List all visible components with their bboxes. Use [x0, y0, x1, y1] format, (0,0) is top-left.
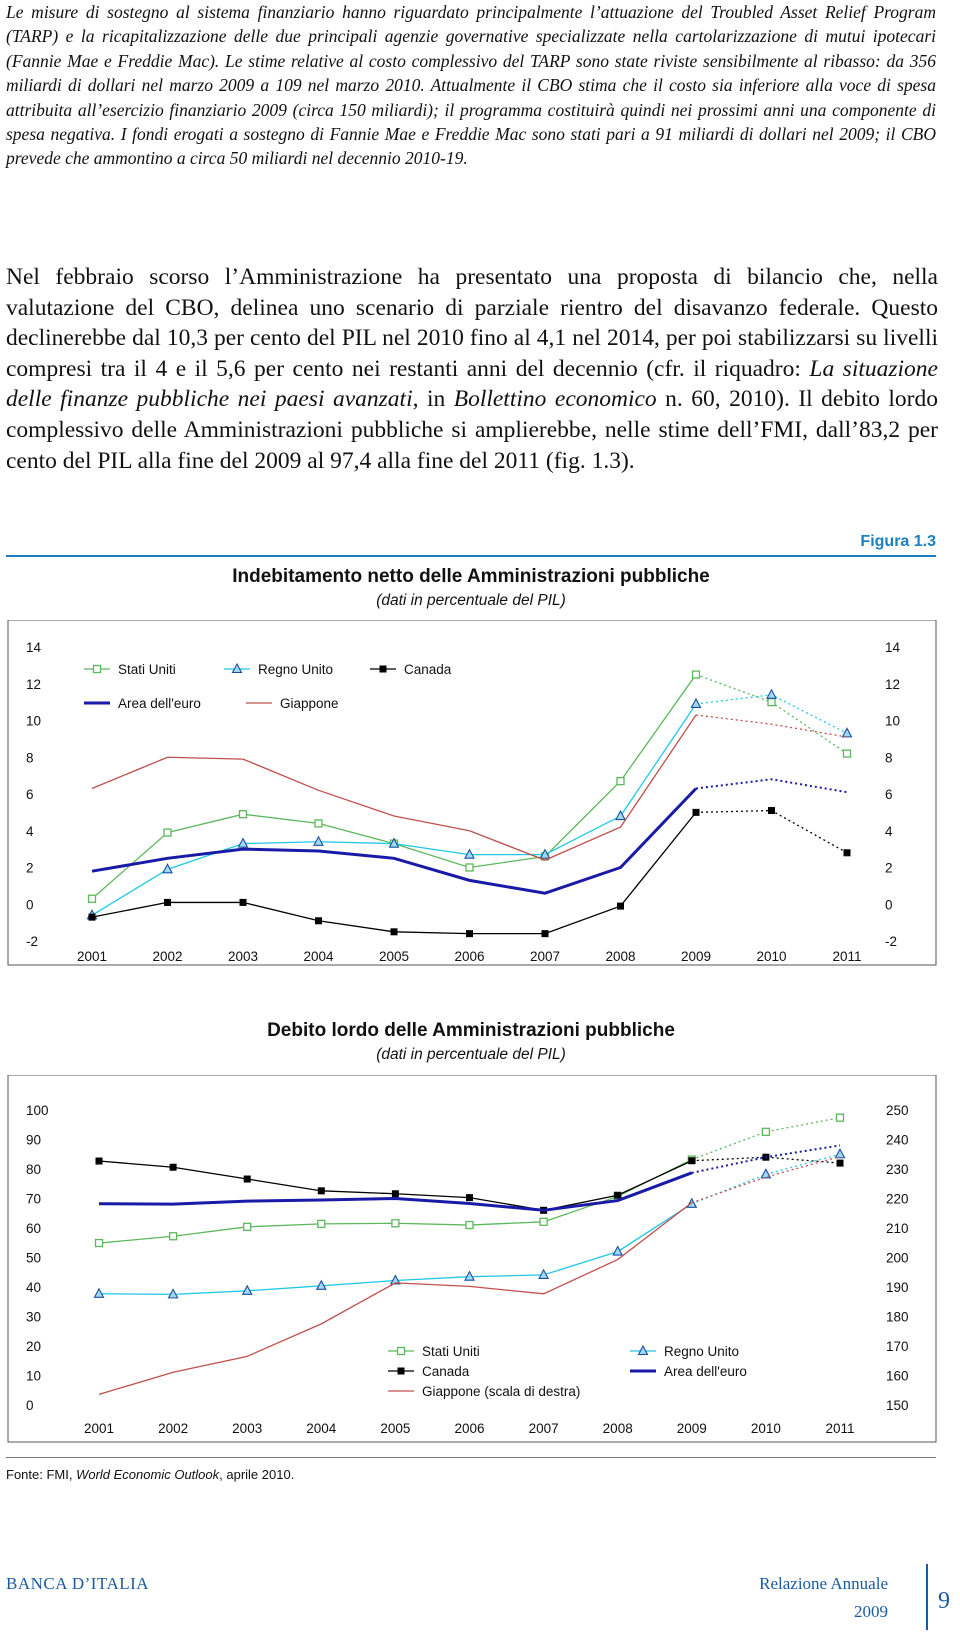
chart1-xtick: 2002	[152, 949, 183, 964]
chart1-ytick-right: 2	[885, 860, 893, 876]
body-paragraph	[6, 262, 938, 476]
chart1-data-point	[768, 807, 775, 814]
chart2-ytick-right: 230	[886, 1162, 909, 1177]
chart1-legend-marker	[233, 664, 242, 673]
chart2-legend-label: Canada	[422, 1364, 470, 1379]
source-prefix: Fonte: FMI,	[6, 1467, 77, 1482]
body-text-italic1: La situazione delle finanze pubbliche nei paesi avanzati	[6, 355, 938, 413]
chart2-data-point	[318, 1220, 325, 1227]
chart2-data-point	[96, 1240, 103, 1247]
chart2-data-point	[465, 1272, 474, 1281]
chart1-data-point	[617, 778, 624, 785]
chart2-ytick-left: 90	[26, 1132, 42, 1148]
chart1-data-point	[164, 829, 171, 836]
chart1-data-point	[542, 930, 549, 937]
chart1-ytick-left: 10	[26, 713, 42, 729]
chart2-xtick: 2010	[750, 1421, 781, 1436]
chart1-xtick: 2003	[227, 949, 259, 964]
chart2-data-point	[688, 1157, 695, 1164]
chart1-legend-marker	[94, 666, 101, 673]
figure-top-rule	[6, 555, 936, 557]
chart2-legend-label: Area dell'euro	[664, 1364, 747, 1379]
chart1-ytick-left: 14	[26, 640, 42, 655]
chart2-ytick-right: 240	[886, 1132, 909, 1148]
chart1-data-point	[693, 809, 700, 816]
chart1-ytick-right: 10	[885, 713, 901, 729]
chart1-series-forecast-line	[696, 779, 847, 792]
chart2-data-point	[96, 1158, 103, 1165]
chart2-legend-label: Regno Unito	[664, 1344, 740, 1359]
chart2-xtick: 2007	[528, 1421, 559, 1436]
chart2-data-point	[170, 1164, 177, 1171]
chart2-data-point	[244, 1223, 251, 1230]
footer-divider	[926, 1564, 928, 1630]
chart2-legend-label: Stati Uniti	[422, 1344, 480, 1359]
page-number: 9	[938, 1588, 950, 1614]
chart2-xtick: 2011	[825, 1421, 855, 1436]
chart1-ytick-right: 6	[885, 787, 893, 802]
footer-publisher: BANCA D’ITALIA	[6, 1574, 150, 1593]
chart2-data-point	[95, 1289, 104, 1298]
chart1-data-point	[89, 914, 96, 921]
chart2-ytick-left: 30	[26, 1309, 42, 1325]
chart1-ytick-right: -2	[885, 934, 898, 949]
chart1-subtitle: (dati in percentuale del PIL)	[376, 592, 566, 609]
chart1-xtick: 2005	[378, 949, 410, 964]
source-suffix: , aprile 2010.	[219, 1467, 295, 1482]
chart1-xtick: 2010	[756, 949, 787, 964]
chart1-xtick: 2007	[529, 949, 561, 964]
footer-report-title: Relazione Annuale	[759, 1574, 888, 1593]
chart2-data-point	[170, 1233, 177, 1240]
chart2-xtick: 2004	[306, 1421, 337, 1436]
chart2-ytick-right: 180	[886, 1309, 909, 1325]
chart2-subtitle: (dati in percentuale del PIL)	[376, 1046, 566, 1063]
chart1-plot	[0, 620, 960, 980]
chart2-legend-marker	[639, 1346, 648, 1355]
chart2-xtick: 2003	[232, 1421, 263, 1436]
chart2-xtick: 2006	[454, 1421, 485, 1436]
chart1-ytick-left: 8	[26, 750, 34, 766]
chart1-ytick-left: 2	[26, 860, 34, 876]
chart2-series-forecast-line	[692, 1118, 840, 1160]
chart2-data-point	[466, 1222, 473, 1229]
chart2-ytick-left: 10	[26, 1368, 42, 1384]
chart2-data-point	[392, 1190, 399, 1197]
chart1-data-point	[693, 671, 700, 678]
chart1-legend-label: Area dell'euro	[118, 696, 201, 711]
chart1-ytick-right: 12	[885, 676, 901, 692]
chart2-ytick-left: 0	[26, 1398, 34, 1413]
chart2-ytick-right: 210	[886, 1221, 909, 1236]
chart1-data-point	[239, 839, 248, 848]
chart2-data-point	[318, 1187, 325, 1194]
chart2-ytick-right: 220	[886, 1191, 909, 1207]
chart1-data-point	[767, 690, 776, 699]
chart1-data-point	[768, 699, 775, 706]
chart1-data-point	[240, 811, 247, 818]
chart1-data-point	[315, 820, 322, 827]
chart2-ytick-right: 160	[886, 1368, 909, 1384]
body-text-italic2: Bollettino economico	[453, 386, 657, 413]
chart2-legend-marker	[398, 1348, 405, 1355]
chart1-xtick: 2001	[76, 949, 108, 964]
chart1-xtick: 2008	[605, 949, 636, 964]
chart1-title: Indebitamento netto delle Amministrazioni pubbliche	[232, 566, 710, 587]
chart1-series-forecast-line	[696, 811, 847, 853]
chart2-data-point	[837, 1160, 844, 1167]
chart2-xtick: 2001	[83, 1421, 115, 1436]
chart1-data-point	[844, 750, 851, 757]
chart1-legend-label: Giappone	[280, 696, 339, 711]
chart1-ytick-left: 6	[26, 787, 34, 802]
chart1-data-point	[164, 899, 171, 906]
chart1-data-point	[843, 728, 852, 737]
chart1-ytick-left: -2	[26, 934, 39, 949]
chart1-data-point	[466, 864, 473, 871]
chart1-ytick-right: 0	[885, 897, 893, 913]
chart2-series-line	[99, 1203, 692, 1395]
chart1-xtick: 2004	[303, 949, 334, 964]
chart2-legend-marker	[398, 1368, 405, 1375]
chart1-data-point	[391, 928, 398, 935]
body-text-part1: Nel febbraio scorso l’Amministrazione ha presentato una proposta di bilancio che, nella valutazione del CBO, delinea uno scenario di parziale rientro del disavanzo federale. Questo declinerebbe dal 10,3 per cento del PIL nel 2010 fino al 4,1 nel 2014, per poi stabilizzarsi su livelli compresi tra il 4 e il 5,6 per cento nei restanti anni del decennio (cfr. il riquadro:	[6, 264, 938, 382]
chart1-xtick: 2009	[680, 949, 712, 964]
chart2-xtick: 2008	[602, 1421, 633, 1436]
chart2-data-point	[540, 1218, 547, 1225]
chart1-ytick-right: 14	[885, 640, 901, 655]
chart2-xtick: 2005	[380, 1421, 411, 1436]
chart2-ytick-right: 200	[886, 1250, 909, 1266]
chart2-ytick-left: 80	[26, 1162, 42, 1177]
chart2-ytick-left: 70	[26, 1191, 42, 1207]
chart1-ytick-left: 4	[26, 823, 34, 839]
chart2-title: Debito lordo delle Amministrazioni pubbliche	[267, 1020, 675, 1041]
chart1-xtick: 2006	[454, 949, 485, 964]
chart2-data-point	[613, 1247, 622, 1256]
chart1-data-point	[89, 895, 96, 902]
chart2-ytick-right: 250	[886, 1103, 909, 1118]
figure-label: Figura 1.3	[860, 533, 936, 550]
source-italic: World Economic Outlook	[76, 1467, 220, 1482]
chart2-data-point	[837, 1114, 844, 1121]
body-text-part3: n. 60, 2010). Il debito lordo complessivo delle Amministrazioni pubbliche si amplierebbe, nelle stime dell’FMI, dall’83,2 per cento del PIL alla fine del 2009 al 97,4 alla fine del 2011 (fig. 1.3).	[6, 386, 938, 474]
chart1-ytick-right: 4	[885, 823, 893, 839]
chart2-ytick-left: 60	[26, 1221, 42, 1236]
chart2-series-forecast-line	[692, 1157, 840, 1203]
chart1-ytick-left: 0	[26, 897, 34, 913]
chart1-data-point	[315, 917, 322, 924]
chart2-xtick: 2009	[676, 1421, 707, 1436]
chart2-legend-label: Giappone (scala di destra)	[422, 1384, 581, 1399]
chart2-data-point	[762, 1128, 769, 1135]
chart1-data-point	[692, 699, 701, 708]
chart2-ytick-left: 20	[26, 1339, 42, 1354]
chart1-series-line	[92, 704, 696, 915]
chart2-ytick-left: 50	[26, 1250, 42, 1266]
source-note	[6, 1467, 294, 1482]
chart2-ytick-right: 150	[886, 1398, 909, 1413]
chart1-data-point	[314, 837, 323, 846]
chart1-series-forecast-line	[696, 675, 847, 754]
chart1-xtick: 2011	[832, 949, 862, 964]
source-rule	[6, 1457, 936, 1458]
chart2-ytick-right: 170	[886, 1339, 909, 1354]
chart1-series-forecast-line	[696, 715, 847, 737]
chart1-data-point	[240, 899, 247, 906]
chart2-data-point	[836, 1149, 845, 1158]
chart1-legend-label: Canada	[404, 662, 452, 677]
chart2-data-point	[392, 1220, 399, 1227]
footer-report-year: 2009	[854, 1602, 888, 1621]
box-paragraph: Le misure di sostegno al sistema finanziario hanno riguardato principalmente l’attuazione del Troubled Asset Relief Program (TARP) e la ricapitalizzazione delle due principali agenzie governative specializzate nella cartolarizzazione di mutui ipotecari (Fannie Mae e Freddie Mac). Le stime relative al costo complessivo del TARP sono state riviste sensibilmente al ribasso: da 356 miliardi di dollari nel marzo 2009 a 109 nel marzo 2010. Attualmente il CBO stima che il costo sia inferiore alla voce di spesa attribuita all’esercizio finanziario 2009 (circa 150 miliardi); il programma costituirà quindi nei prossimi anni una componente di spesa negativa. I fondi erogati a sostegno di Fannie Mae e Freddie Mac sono stati pari a 91 miliardi di dollari nel 2009; il CBO prevede che ammontino a circa 50 miliardi nel decennio 2010-19.	[6, 2, 936, 169]
chart2-data-point	[466, 1194, 473, 1201]
chart1-legend-label: Regno Unito	[258, 662, 334, 677]
chart2-plot	[0, 1075, 960, 1447]
chart1-ytick-right: 8	[885, 750, 893, 766]
chart1-data-point	[844, 849, 851, 856]
body-text-part2: , in	[412, 386, 454, 413]
chart1-data-point	[466, 930, 473, 937]
chart2-data-point	[244, 1176, 251, 1183]
chart1-ytick-left: 12	[26, 676, 42, 692]
chart2-ytick-left: 100	[26, 1103, 49, 1118]
chart2-data-point	[614, 1192, 621, 1199]
chart2-ytick-left: 40	[26, 1280, 42, 1295]
chart1-data-point	[617, 903, 624, 910]
chart2-xtick: 2002	[158, 1421, 189, 1436]
chart1-legend-marker	[380, 666, 387, 673]
chart2-ytick-right: 190	[886, 1280, 909, 1295]
chart1-legend-label: Stati Uniti	[118, 662, 176, 677]
